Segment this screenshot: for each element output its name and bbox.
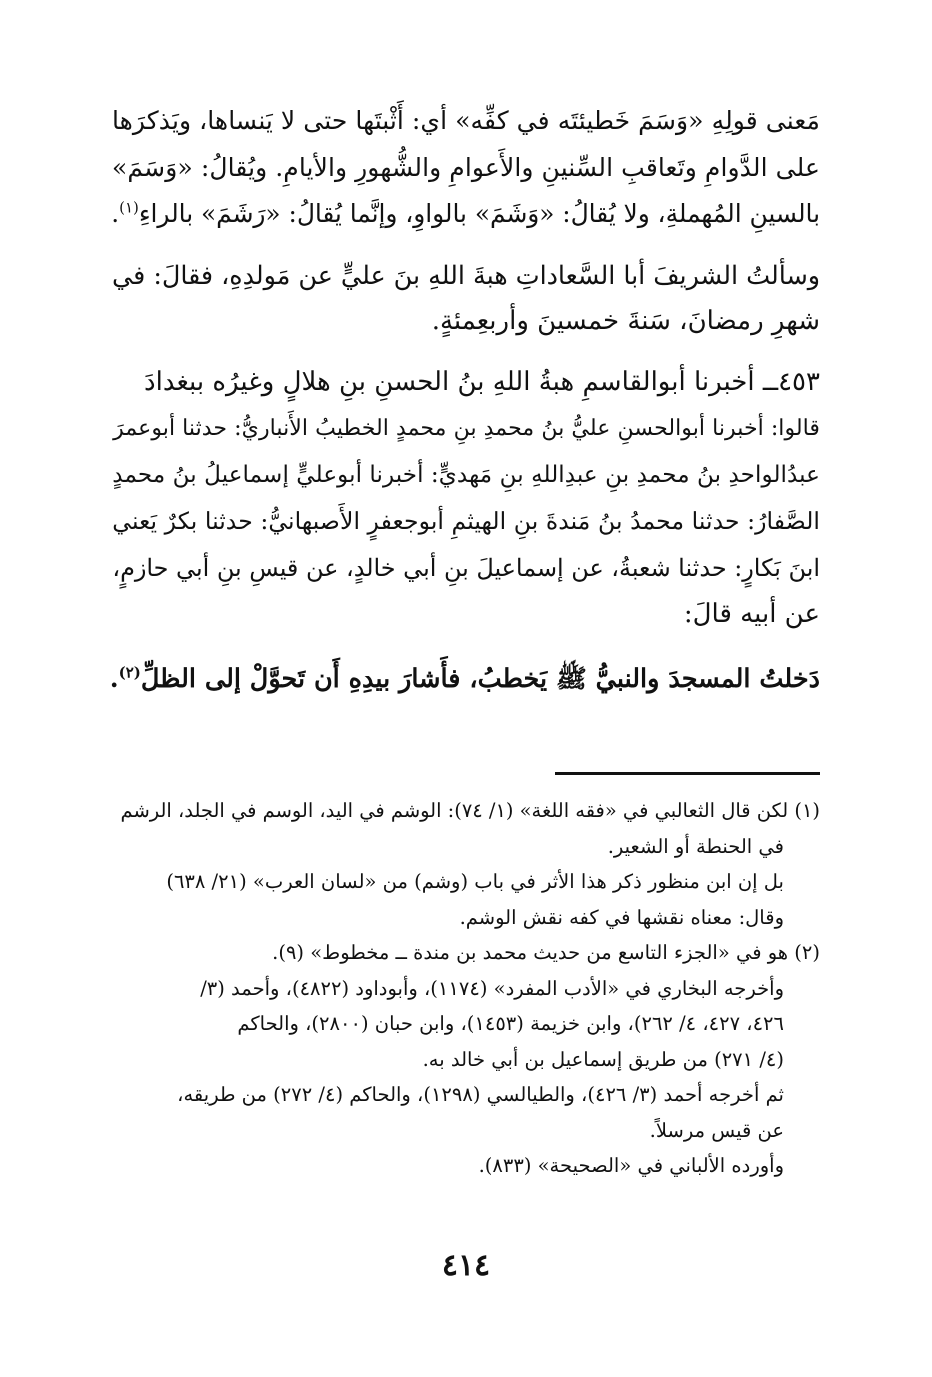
text-line: وسألتُ الشريفَ أبا السَّعاداتِ هبةَ اللهِ بنَ عليٍّ عن مَولدِهِ، فقالَ: في	[112, 259, 820, 290]
text-line: قالوا: أخبرنا أبوالحسنِ عليُّ بنُ محمدِ بنِ محمدٍ الخطيبُ الأَنباريُّ: حدثنا أبوعمرَ	[113, 415, 820, 441]
paragraph-1	[112, 98, 820, 238]
hadith-matn: دَخلتُ المسجدَ والنبيُّ ﷺ يَخطبُ، فأَشارَ بيدِهِ أَن تَحوَّلْ إلى الظلِّ	[140, 663, 820, 694]
footnotes	[112, 793, 820, 1184]
text-line: عبدُالواحدِ بنُ محمدِ بنِ عبدِاللهِ بنِ مَهديٍّ: أخبرنا أبوعليٍّ إسماعيلُ بنُ محمدٍ	[112, 460, 820, 488]
text-line: على الدَّوامِ وتَعاقبِ السِّنينِ والأَعوامِ والشُّهورِ والأيامِ. ويُقالُ: «وَسَمَ»	[111, 152, 820, 182]
footnote-ref-2[interactable]: (٢)	[118, 663, 141, 681]
paragraph-2	[112, 252, 820, 345]
footnote-line: وقال: معناه نقشها في كفه نقش الوشم.	[459, 905, 784, 929]
footnote-line: بل إن ابن منظور ذكر هذا الأثر في باب (وشم) من «لسان العرب» (٢١/ ٦٣٨)	[166, 870, 784, 893]
footnote-line: وأورده الألباني في «الصحيحة» (٨٣٣).	[478, 1154, 784, 1177]
main-text	[109, 98, 820, 704]
footnote-line: ثم أخرجه أحمد (٣/ ٤٢٦)، والطيالسي (١٢٩٨)، والحاكم (٤/ ٢٧٢) من طريقه،	[177, 1083, 784, 1106]
footnote-ref-1[interactable]: (١)	[119, 198, 139, 217]
footnote-separator	[555, 772, 820, 775]
text-line: مَعنى قولِهِ «وَسَمَ خَطيئتَه في كفِّه» أي: أَثْبتَها حتى لا يَنساها، ويَذكرَها	[111, 106, 820, 135]
footnote-line: وأخرجه البخاري في «الأدب المفرد» (١١٧٤)، وأبوداود (٤٨٢٢)، وأحمد (٣/	[200, 976, 784, 1000]
text-line: شهرِ رمضانَ، سَنةَ خمسينَ وأربعِمئةٍ.	[431, 306, 820, 336]
period: .	[111, 199, 120, 228]
text-line: عن أبيه قالَ:	[683, 599, 820, 629]
page-number: ٤١٤	[441, 1248, 491, 1283]
text-line	[112, 191, 820, 238]
period: .	[109, 663, 119, 694]
text-segment: بالسينِ المُهملةِ، ولا يُقالُ: «وَشَمَ» بالواوِ، وإنَّما يُقالُ: «رَشَمَ» بالراءِ	[138, 199, 820, 228]
text-line: ٤٥٣ــ أخبرنا أبوالقاسمِ هبةُ اللهِ بنُ الحسنِ بنِ هلالٍ وغيرُه ببغدادَ	[144, 366, 820, 397]
text-line: الصَّفارُ: حدثنا محمدُ بنُ مَندةَ بنِ الهيثمِ أبوجعفرٍ الأَصبهانيُّ: حدثنا بكرٌ يَعني	[112, 507, 820, 535]
text-line: ابنَ بَكارٍ: حدثنا شعبةُ، عن إسماعيلَ بنِ أبي خالدٍ، عن قيسِ بنِ أبي حازمٍ،	[112, 553, 820, 582]
footnote-line: (٤/ ٢٧١) من طريق إسماعيل بن أبي خالد به.	[422, 1047, 784, 1071]
footnote-line: في الحنطة أو الشعير.	[607, 834, 784, 858]
footnote-line: (١) لكن قال الثعالبي في «فقه اللغة» (١/ ٧٤): الوشم في اليد، الوسم في الجلد، الرشم	[120, 799, 820, 822]
footnote-line: (٢) هو في «الجزء التاسع من حديث محمد بن مندة ــ مخطوط» (٩).	[272, 941, 820, 964]
footnote-line: ٤٢٦، ٤٢٧، ٤/ ٢٦٢)، وابن خزيمة (١٤٥٣)، وابن حبان (٢٨٠٠)، والحاكم	[237, 1012, 784, 1035]
paragraph-3-isnad	[112, 359, 820, 638]
hadith-text	[109, 654, 820, 704]
footnote-line: عن قيس مرسلاً.	[649, 1118, 784, 1142]
